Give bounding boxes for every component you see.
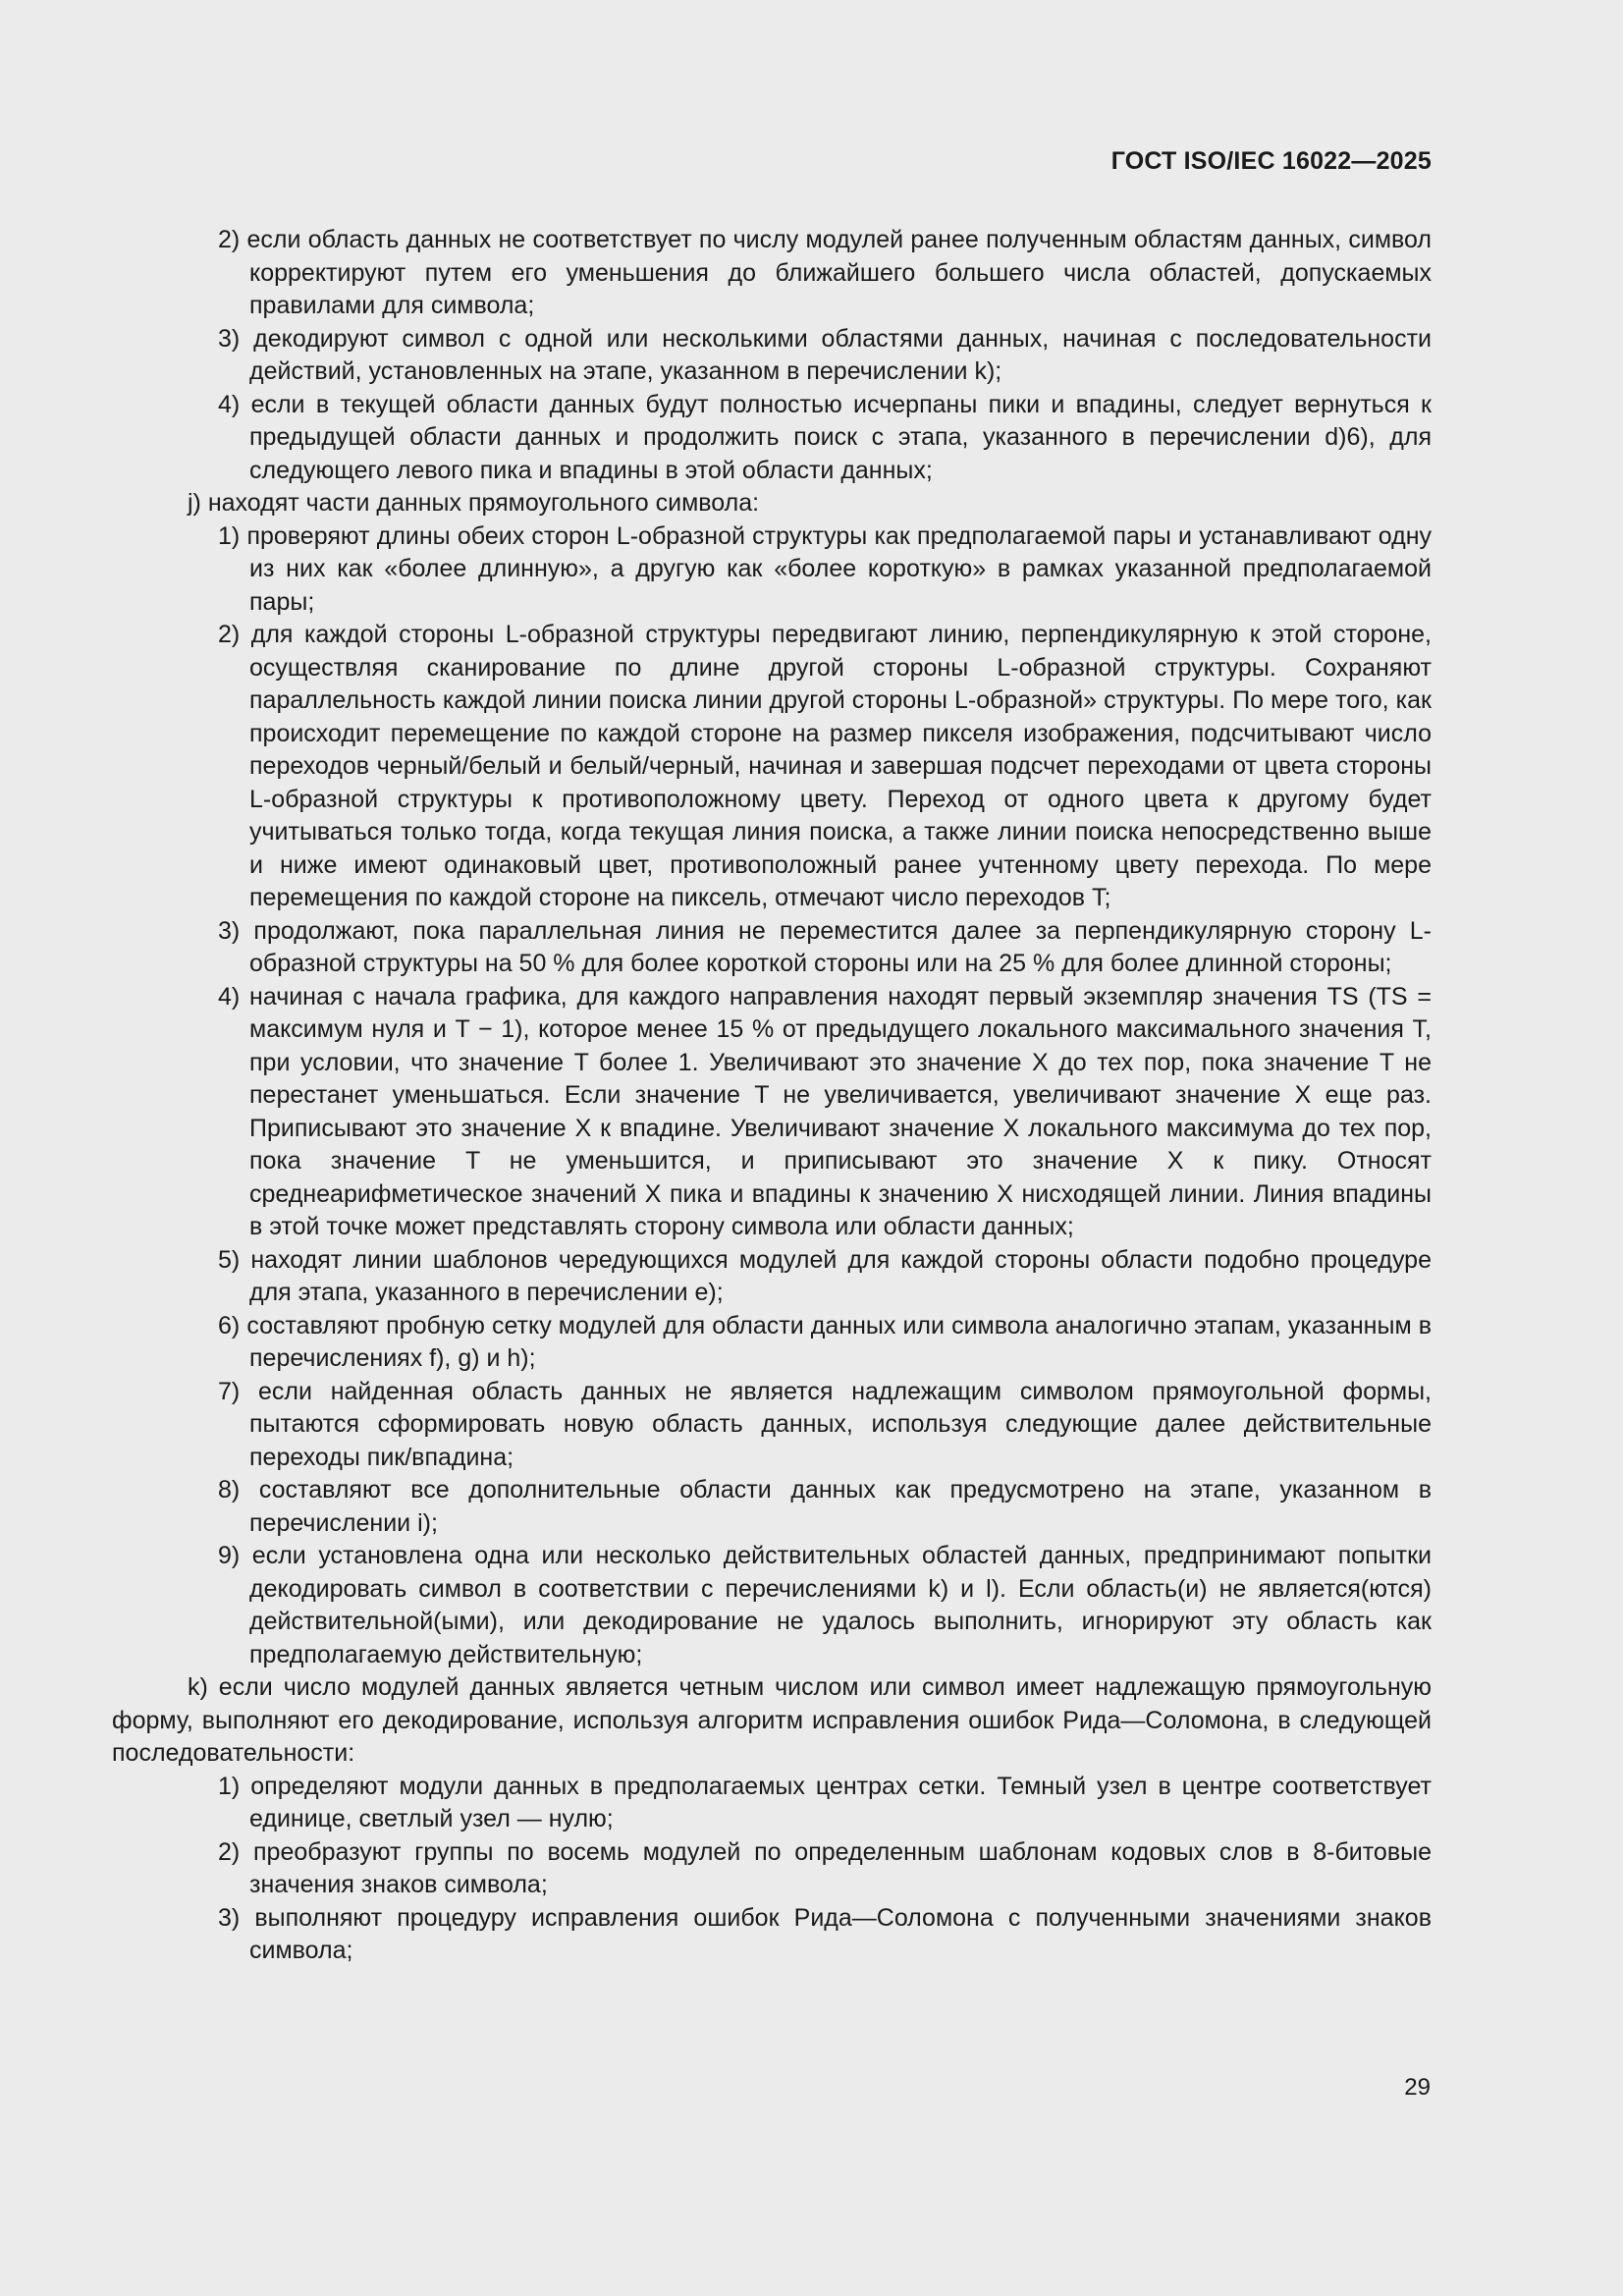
list-item: 2) преобразуют группы по восемь модулей по определенным шаблонам кодовых слов в 8-битовые значения знаков символа;	[218, 1837, 1432, 1898]
list-item: 8) составляют все дополнительные области данных как предусмотрено на этапе, указанном в перечислении i);	[218, 1476, 1432, 1537]
list-item: 1) проверяют длины обеих сторон L-образной структуры как предполагаемой пары и устанавливают одну из них как «более длинную», а другую как «более короткую» в рамках указанной предполагаемой пары;	[218, 521, 1432, 616]
list-item: k) если число модулей данных является четным числом или символ имеет надлежащую прямоугольную форму, выполняют его декодирование, используя алгоритм исправления ошибок Рида—Соломона, в следующей последовательности:	[112, 1673, 1432, 1767]
list-item: 2) если область данных не соответствует по числу модулей ранее полученным областям данных, символ корректируют путем его уменьшения до ближайшего большего числа областей, допускаемых правилами для символа;	[218, 226, 1432, 319]
document-code-header: ГОСТ ISO/IEC 16022—2025	[1110, 147, 1432, 175]
list-item: 9) если установлена одна или несколько действительных областей данных, предпринимают попытки декодировать символ в соответствии с перечислениями k) и l). Если область(и) не является(ются) действительной(ыми), или декодирование не удалось выполнить, игнорируют эту область как предполагаемую действительную;	[218, 1542, 1432, 1668]
list-item: j) находят части данных прямоугольного символа:	[188, 489, 760, 517]
document-body	[112, 224, 1432, 1968]
list-item: 3) выполняют процедуру исправления ошибок Рида—Соломона с полученными значениями знаков символа;	[218, 1903, 1432, 1964]
list-item: 4) если в текущей области данных будут полностью исчерпаны пики и впадины, следует вернуться к предыдущей области данных и продолжить поиск с этапа, указанного в перечислении d)6), для следующего левого пика и впадины в этой области данных;	[218, 390, 1432, 484]
list-item: 5) находят линии шаблонов чередующихся модулей для каждой стороны области подобно процедуре для этапа, указанного в перечислении e);	[218, 1245, 1432, 1306]
list-item: 7) если найденная область данных не является надлежащим символом прямоугольной формы, пытаются сформировать новую область данных, используя следующие далее действительные переходы пик/впадина;	[218, 1377, 1432, 1471]
list-item: 2) для каждой стороны L-образной структуры передвигают линию, перпендикулярную к этой стороне, осуществляя сканирование по длине другой стороны L-образной структуры. Сохраняют параллельность каждой линии поиска линии другой стороны L-образной» структуры. По мере того, как происходит перемещение по каждой стороне на размер пикселя изображения, подсчитывают число переходов черный/белый и белый/черный, начиная и завершая подсчет переходами от цвета стороны L-образной структуры к противоположному цвету. Переход от одного цвета к другому будет учитываться только тогда, когда текущая линия поиска, а также линии поиска непосредственно выше и ниже имеют одинаковый цвет, противоположный ранее учтенному цвету перехода. По мере перемещения по каждой стороне на пиксель, отмечают число переходов T;	[218, 621, 1432, 911]
list-item: 4) начиная с начала графика, для каждого направления находят первый экземпляр значения TS (TS = максимум нуля и T − 1), которое менее 15 % от предыдущего локального максимального значения T, при условии, что значение T более 1. Увеличивают это значение X до тех пор, пока значение T не перестанет уменьшаться. Если значение T не увеличивается, увеличивают значение X еще раз. Приписывают это значение X к впадине. Увеличивают значение X локального максимума до тех пор, пока значение T не уменьшится, и приписывают это значение X к пику. Относят среднеарифметическое значений X пика и впадины к значению X нисходящей линии. Линия впадины в этой точке может представлять сторону символа или области данных;	[218, 982, 1432, 1240]
list-item: 3) декодируют символ с одной или несколькими областями данных, начиная с последовательности действий, установленных на этапе, указанном в перечислении k);	[218, 324, 1432, 385]
list-item: 6) составляют пробную сетку модулей для области данных или символа аналогично этапам, указанным в перечислениях f), g) и h);	[218, 1311, 1432, 1372]
list-item: 1) определяют модули данных в предполагаемых центрах сетки. Темный узел в центре соответствует единице, светлый узел — нулю;	[218, 1772, 1432, 1832]
page-number: 29	[1404, 2074, 1431, 2101]
list-item: 3) продолжают, пока параллельная линия не переместится далее за перпендикулярную сторону L-образной структуры на 50 % для более короткой стороны или на 25 % для более длинной стороны;	[218, 916, 1432, 977]
